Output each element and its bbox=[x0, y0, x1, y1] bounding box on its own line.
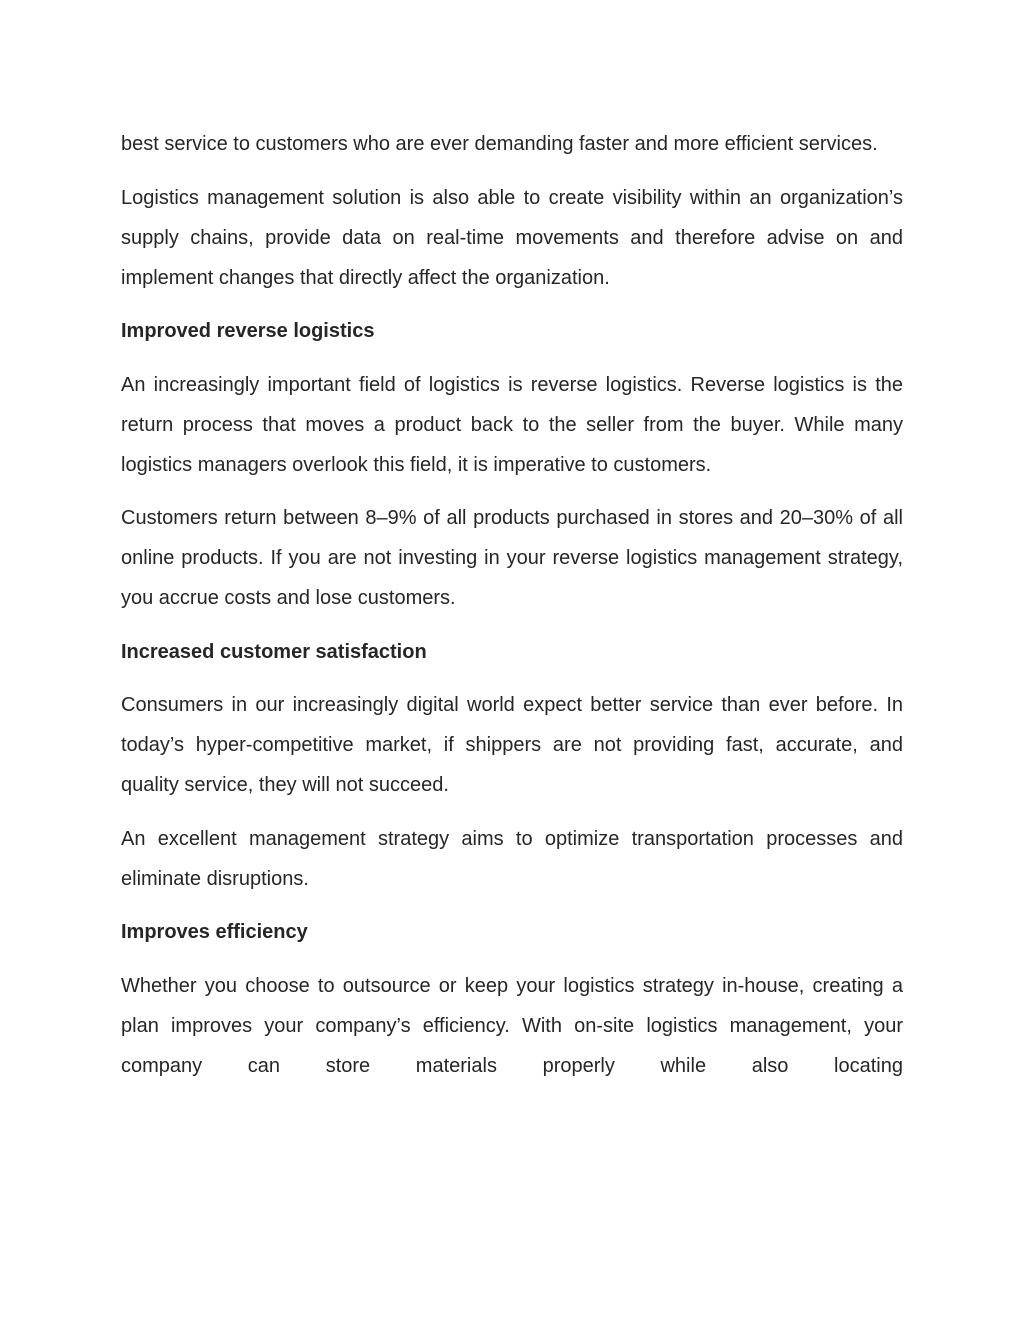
paragraph-management-strategy: An excellent management strategy aims to optimize transportation processes and eliminate disruptions. bbox=[121, 827, 903, 890]
paragraph-efficiency: Whether you choose to outsource or keep your logistics strategy in-house, creating a plan improves your company’s efficiency. With on-site logistics management, your company can store materials properly while also locating bbox=[121, 974, 903, 1077]
heading-improved-reverse-logistics: Improved reverse logistics bbox=[121, 320, 375, 342]
paragraph-return-rates: Customers return between 8–9% of all products purchased in stores and 20–30% of all online products. If you are not investing in your reverse logistics management strategy, you accrue costs and lose customers. bbox=[121, 507, 903, 609]
paragraph-consumers: Consumers in our increasingly digital world expect better service than ever before. In today’s hyper-competitive market, if shippers are not providing fast, accurate, and quality service, they will not succeed. bbox=[121, 694, 903, 796]
paragraph-intro-continuation: best service to customers who are ever demanding faster and more efficient services. bbox=[121, 133, 878, 155]
heading-improves-efficiency: Improves efficiency bbox=[121, 921, 308, 943]
heading-increased-customer-satisfaction: Increased customer satisfaction bbox=[121, 640, 427, 663]
paragraph-visibility: Logistics management solution is also able to create visibility within an organization’s supply chains, provide data on real-time movements and therefore advise on and implement changes that directly affect the organization. bbox=[121, 186, 903, 289]
paragraph-reverse-logistics: An increasingly important field of logistics is reverse logistics. Reverse logistics is the return process that moves a product back to the seller from the buyer. While many logistics managers overlook this field, it is imperative to customers. bbox=[121, 373, 903, 476]
document-page bbox=[121, 124, 903, 1099]
